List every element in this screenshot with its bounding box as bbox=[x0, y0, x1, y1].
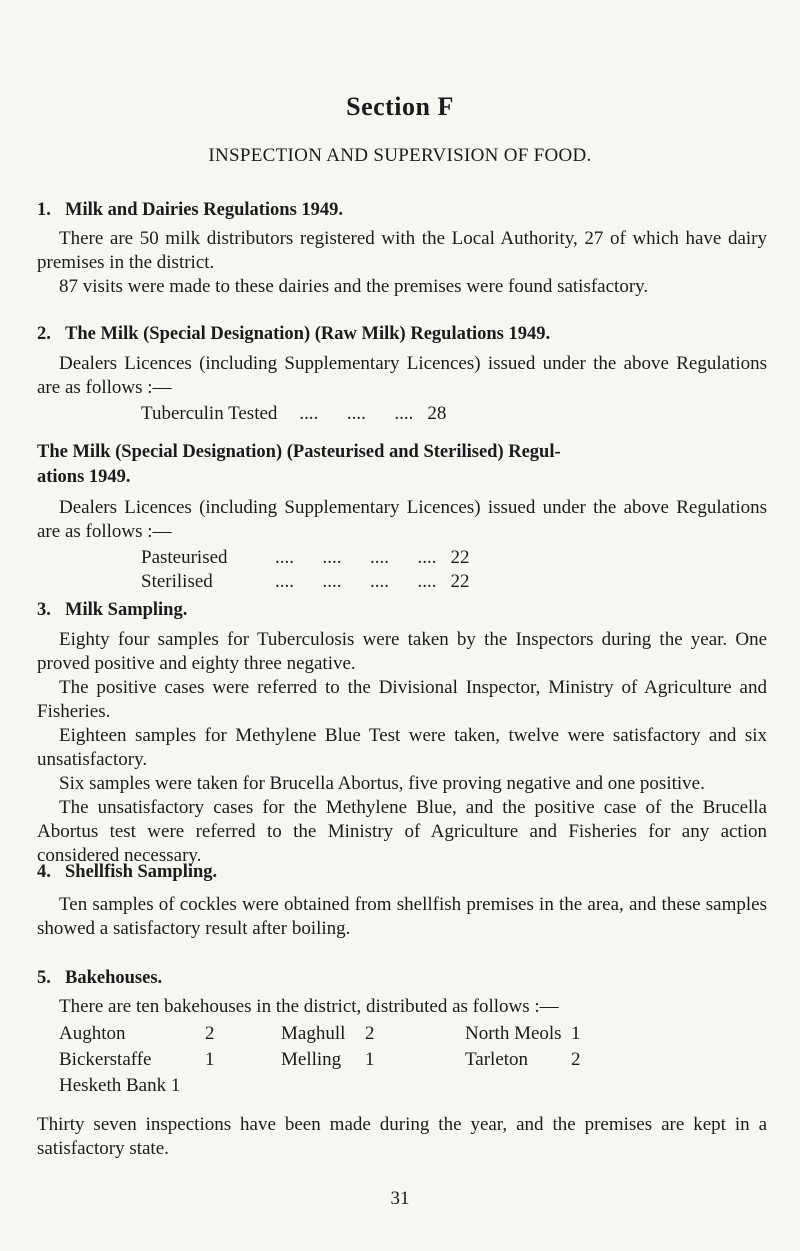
section-heading bbox=[37, 198, 767, 223]
section-number: 4. bbox=[37, 862, 51, 882]
place-count: 1 bbox=[170, 1075, 181, 1096]
place-count: 2 bbox=[571, 1049, 581, 1070]
leader-dots: .... .... .... bbox=[299, 403, 414, 424]
section-heading-text: Shellfish Sampling. bbox=[65, 862, 218, 882]
section-heading-line: ations 1949. bbox=[37, 467, 131, 487]
bakehouse-table bbox=[59, 1023, 601, 1101]
licence-line bbox=[141, 570, 767, 594]
table-row bbox=[59, 1075, 601, 1101]
paragraph: Dealers Licences (including Supplementary Licences) issued under the above Regulations are as follows :— bbox=[37, 353, 767, 398]
page-number: 31 bbox=[390, 1188, 410, 1209]
paragraph: Eighteen samples for Methylene Blue Test were taken, twelve were satisfactory and six unsatisfactory. bbox=[37, 725, 767, 770]
licence-type: Pasteurised bbox=[141, 547, 228, 568]
place-name: Aughton bbox=[59, 1023, 126, 1044]
paragraph: Dealers Licences (including Supplementary Licences) issued under the above Regulations are as follows :— bbox=[37, 497, 767, 542]
place-count: 1 bbox=[205, 1049, 215, 1070]
pasteurised-sterilised-section bbox=[37, 440, 767, 594]
licence-count: 28 bbox=[427, 403, 447, 424]
paragraph: There are ten bakehouses in the district, distributed as follows :— bbox=[59, 996, 559, 1017]
paragraph: Eighty four samples for Tuberculosis were taken by the Inspectors during the year. One proved positive and eighty three negative. bbox=[37, 629, 767, 674]
section-heading bbox=[37, 966, 767, 991]
section-title: Section F bbox=[346, 92, 454, 121]
place-name: Melling bbox=[281, 1049, 342, 1070]
section-number: 5. bbox=[37, 968, 51, 988]
section-heading-text: Milk and Dairies Regulations 1949. bbox=[65, 200, 344, 220]
place-name: Tarleton bbox=[465, 1049, 529, 1070]
licence-line bbox=[141, 402, 767, 426]
section-heading-text: Bakehouses. bbox=[65, 968, 163, 988]
shellfish-sampling-section bbox=[37, 860, 767, 941]
paragraph: Ten samples of cockles were obtained from shellfish premises in the area, and these samples showed a satisfactory result after boiling. bbox=[37, 894, 767, 939]
licence-count: 22 bbox=[450, 547, 470, 568]
place-name: North Meols bbox=[465, 1023, 562, 1044]
licence-line bbox=[141, 546, 767, 570]
section-heading bbox=[37, 860, 767, 885]
place-name: Bickerstaffe bbox=[59, 1049, 152, 1070]
section-heading bbox=[37, 598, 767, 623]
place-count: 1 bbox=[571, 1023, 581, 1044]
place-entry bbox=[59, 1075, 281, 1101]
section-number: 3. bbox=[37, 600, 51, 620]
place-name: Maghull bbox=[281, 1023, 346, 1044]
leader-dots: .... .... .... .... bbox=[275, 547, 437, 568]
table-row bbox=[59, 1023, 601, 1049]
place-count: 2 bbox=[365, 1023, 375, 1044]
paragraph: There are 50 milk distributors registered with the Local Authority, 27 of which have dairy premises in the district. bbox=[37, 228, 767, 273]
raw-milk-section bbox=[37, 322, 767, 426]
page-title: INSPECTION AND SUPERVISION OF FOOD. bbox=[208, 145, 592, 166]
bakehouses-section bbox=[37, 966, 767, 1161]
place-count: 1 bbox=[365, 1049, 375, 1070]
milk-dairies-section bbox=[37, 198, 767, 299]
paragraph: Thirty seven inspections have been made during the year, and the premises are kept in a satisfactory state. bbox=[37, 1114, 767, 1159]
section-heading-text: Milk Sampling. bbox=[65, 600, 188, 620]
table-row bbox=[59, 1049, 601, 1075]
paragraph: 87 visits were made to these dairies and the premises were found satisfactory. bbox=[59, 276, 649, 297]
paragraph: The positive cases were referred to the Divisional Inspector, Ministry of Agriculture and Fisheries. bbox=[37, 677, 767, 722]
milk-sampling-section bbox=[37, 598, 767, 868]
licence-type: Tuberculin Tested bbox=[141, 403, 278, 424]
licence-count: 22 bbox=[450, 571, 470, 592]
section-heading-line: The Milk (Special Designation) (Pasteurised and Sterilised) Regul- bbox=[37, 442, 561, 462]
place-count: 2 bbox=[205, 1023, 215, 1044]
licence-type: Sterilised bbox=[141, 571, 213, 592]
section-heading bbox=[37, 322, 767, 347]
paragraph: Six samples were taken for Brucella Abortus, five proving negative and one positive. bbox=[59, 773, 705, 794]
section-number: 1. bbox=[37, 200, 51, 220]
section-number: 2. bbox=[37, 324, 51, 344]
place-name: Hesketh Bank bbox=[59, 1075, 167, 1096]
section-heading bbox=[37, 440, 767, 490]
leader-dots: .... .... .... .... bbox=[275, 571, 437, 592]
section-heading-text: The Milk (Special Designation) (Raw Milk) Regulations 1949. bbox=[65, 324, 551, 344]
paragraph: The unsatisfactory cases for the Methylene Blue, and the positive case of the Brucella Abortus test were referred to the Ministry of Agriculture and Fisheries for any action considered necessary. bbox=[37, 797, 767, 866]
